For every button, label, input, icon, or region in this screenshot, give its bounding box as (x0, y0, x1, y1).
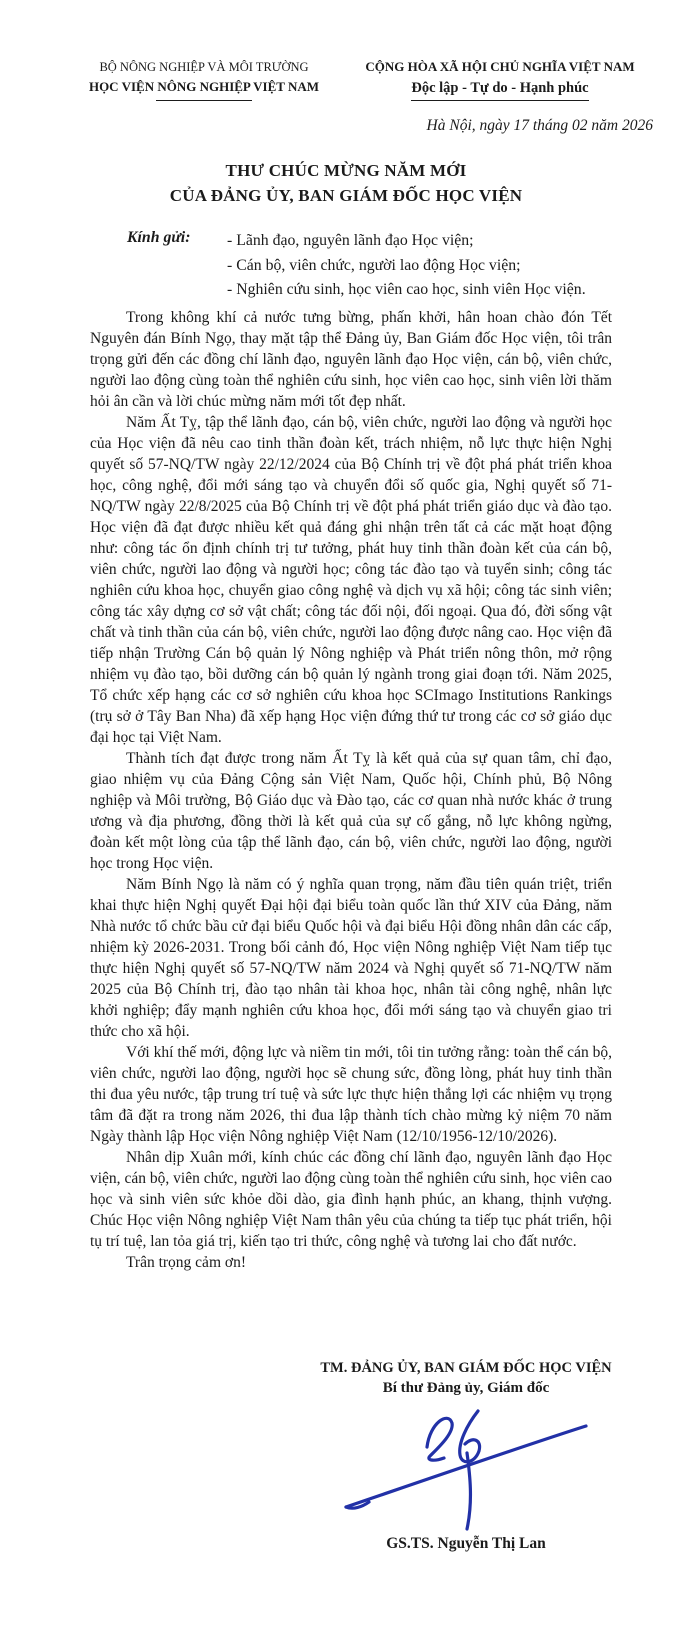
closing-thanks: Trân trọng cảm ơn! (126, 1254, 246, 1271)
document-title-line1: THƯ CHÚC MỪNG NĂM MỚI (225, 161, 467, 180)
place-dateline: Hà Nội, ngày 17 tháng 02 năm 2026 (426, 117, 653, 134)
recipient-item: - Nghiên cứu sinh, học viên cao học, sinh viên Học viện. (227, 281, 586, 298)
recipient-list (227, 229, 607, 303)
letter-body (90, 307, 612, 1273)
salutation-label: Kính gửi: (127, 229, 191, 246)
body-paragraph: Nhân dịp Xuân mới, kính chúc các đồng chí lãnh đạo, nguyên lãnh đạo Học viện, cán bộ, viên chức, người lao động cùng toàn thể nghiên cứu sinh, học viên cao học và sinh viên sức khỏe dồi dào, gia đình hạnh phúc, an khang, thịnh vượng. Chúc Học viện Nông nghiệp Việt Nam thân yêu của chúng ta tiếp tục phát triển, hội tụ trí tuệ, lan tỏa giá trị, kiến tạo tri thức, công nghệ và tương lai cho đất nước. (90, 1149, 612, 1250)
national-motto-block (344, 58, 656, 101)
body-paragraph: Năm Bính Ngọ là năm có ý nghĩa quan trọng, năm đầu tiên quán triệt, triển khai thực hiện Nghị quyết Đại hội đại biểu toàn quốc lần thứ XIV của Đảng, năm Nhà nước tổ chức bầu cử đại biểu Quốc hội và đại biểu Hội đồng nhân dân các cấp, nhiệm kỳ 2026-2031. Trong bối cảnh đó, Học viện Nông nghiệp Việt Nam tiếp tục thực hiện Nghị quyết số 57-NQ/TW năm 2024 và Nghị quyết số 71-NQ/TW năm 2025 của Bộ Chính trị, đào tạo nhân tài khoa học, nhân tài công nghệ, nhân lực khởi nghiệp; đẩy mạnh nghiên cứu khoa học, đổi mới sáng tạo và chuyển giao tri thức cho xã hội. (90, 876, 612, 1040)
body-paragraph: Thành tích đạt được trong năm Ất Tỵ là kết quả của sự quan tâm, chỉ đạo, giao nhiệm vụ của Đảng Cộng sản Việt Nam, Quốc hội, Chính phủ, Bộ Nông nghiệp và Môi trường, Bộ Giáo dục và Đào tạo, các cơ quan nhà nước khác ở trung ương và địa phương, đồng thời là kết quả của sự cố gắng, nỗ lực không ngừng, đoàn kết một lòng của tập thể lãnh đạo, cán bộ, viên chức, người lao động, người học trong Học viện. (90, 750, 612, 872)
body-paragraph: Với khí thế mới, động lực và niềm tin mới, tôi tin tưởng rằng: toàn thể cán bộ, viên chức, người lao động, người học sẽ chung sức, đồng lòng, phát huy tinh thần thi đua yêu nước, tập trung trí tuệ và sức lực thực hiện thắng lợi các nhiệm vụ trọng tâm đã đặt ra trong năm 2026, thi đua lập thành tích chào mừng kỷ niệm 70 năm Ngày thành lập Học viện Nông nghiệp Việt Nam (12/10/1956-12/10/2026). (90, 1044, 612, 1145)
signer-name: GS.TS. Nguyễn Thị Lan (386, 1535, 546, 1552)
document-title-line2: CỦA ĐẢNG ỦY, BAN GIÁM ĐỐC HỌC VIỆN (169, 186, 523, 205)
salutation-block (127, 229, 607, 303)
header-left-rule (156, 100, 252, 101)
republic-title: CỘNG HÒA XÃ HỘI CHỦ NGHĨA VIỆT NAM (365, 59, 635, 74)
signer-role: Bí thư Đảng ủy, Giám đốc (382, 1380, 550, 1396)
signoff-block (289, 1360, 643, 1553)
document-title (60, 158, 632, 208)
body-paragraph: Trong không khí cả nước tưng bừng, phấn khởi, hân hoan chào đón Tết Nguyên đán Bính Ngọ, thay mặt tập thể Đảng ủy, Ban Giám đốc Học viện, tôi trân trọng gửi đến các đồng chí lãnh đạo, nguyên lãnh đạo Học viện, cán bộ, viên chức, người lao động cùng toàn thể nghiên cứu sinh, học viên cao học, sinh viên lời thăm hỏi ân cần và lời chúc mừng năm mới tốt đẹp nhất. (90, 309, 612, 410)
signature-handwriting (289, 1403, 643, 1531)
parent-ministry-name: BỘ NÔNG NGHIỆP VÀ MÔI TRƯỜNG (99, 60, 309, 74)
recipient-item: - Cán bộ, viên chức, người lao động Học viện; (227, 256, 521, 274)
issuing-org-block (68, 58, 340, 101)
header-right-rule (411, 100, 589, 101)
academy-name: HỌC VIỆN NÔNG NGHIỆP VIỆT NAM (88, 79, 320, 95)
body-paragraph: Năm Ất Tỵ, tập thể lãnh đạo, cán bộ, viên chức, người lao động và người học của Học viện đã nêu cao tinh thần đoàn kết, trách nhiệm, nỗ lực thực hiện Nghị quyết số 57-NQ/TW ngày 22/12/2024 của Bộ Chính trị về đột phá phát triển khoa học, công nghệ, đổi mới sáng tạo và chuyển đổi số quốc gia, Nghị quyết số 71-NQ/TW ngày 22/8/2025 của Bộ Chính trị về đột phá phát triển giáo dục và đào tạo. Học viện đã đạt được nhiều kết quả đáng ghi nhận trên tất cả các mặt hoạt động như: công tác ổn định chính trị tư tưởng, phát huy tinh thần đoàn kết của cán bộ, viên chức, người lao động và người học; công tác đào tạo và tuyển sinh; công tác nghiên cứu khoa học, chuyển giao công nghệ và dịch vụ xã hội; công tác sinh viên; công tác xây dựng cơ sở vật chất; công tác đối nội, đối ngoại. Qua đó, đời sống vật chất và tinh thần của cán bộ, viên chức, người lao động được nâng cao. Học viện đã tiếp nhận Trường Cán bộ quản lý Nông nghiệp và Phát triển nông thôn, mở rộng nhiệm vụ đào tạo, bồi dưỡng cán bộ quản lý ngành trong giai đoạn tới. Năm 2025, Tổ chức xếp hạng các cơ sở nghiên cứu khoa học SCImago Institutions Rankings (trụ sở ở Tây Ban Nha) đã xếp hạng Học viện đứng thứ tư trong các cơ sở giáo dục đại học tại Việt Nam. (90, 414, 612, 746)
motto-line: Độc lập - Tự do - Hạnh phúc (411, 79, 589, 96)
recipient-item: - Lãnh đạo, nguyên lãnh đạo Học viện; (227, 232, 474, 249)
signoff-authority: TM. ĐẢNG ỦY, BAN GIÁM ĐỐC HỌC VIỆN (320, 1360, 612, 1376)
